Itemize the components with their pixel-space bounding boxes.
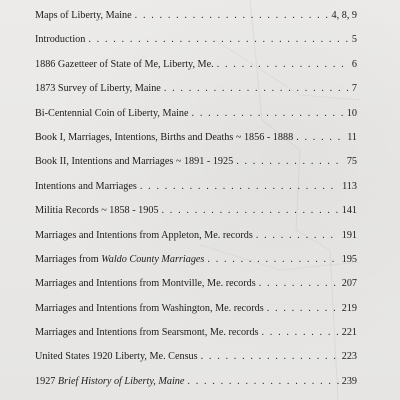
toc-entry bbox=[35, 248, 357, 272]
toc-entry-page: 195 bbox=[341, 253, 357, 265]
toc-entry-page: 7 bbox=[351, 83, 357, 95]
toc-entry-page: 219 bbox=[341, 302, 357, 314]
toc-entry bbox=[35, 272, 357, 296]
toc-entry bbox=[35, 150, 357, 174]
toc-entry-title-italic: Waldo County Marriages bbox=[101, 253, 205, 265]
dot-leader bbox=[135, 4, 329, 28]
dot-leader bbox=[140, 175, 339, 199]
dot-leader bbox=[256, 224, 339, 248]
toc-entry-title: Marriages and Intentions from Montville, Me. records bbox=[35, 278, 256, 290]
toc-entry-title: 1886 Gazetteer of State of Me, Liberty, Me. bbox=[35, 58, 214, 70]
toc-entry-title: Bi-Centennial Coin of Liberty, Maine bbox=[35, 107, 189, 119]
toc-entry-page: 10 bbox=[346, 107, 357, 119]
toc-entry-title: Maps of Liberty, Maine bbox=[35, 10, 132, 21]
toc-entry-title-prefix: Marriages from bbox=[35, 253, 102, 265]
dot-leader bbox=[296, 126, 344, 150]
toc-entry-title-prefix: 1927 bbox=[35, 375, 58, 387]
dot-leader bbox=[187, 370, 338, 394]
toc-entry-page: 207 bbox=[341, 278, 357, 290]
toc-entry-page: 11 bbox=[347, 131, 357, 143]
toc-entry-page: 113 bbox=[342, 180, 357, 192]
toc-entry-page: 5 bbox=[351, 34, 357, 46]
toc-entry bbox=[35, 199, 357, 223]
toc-entry-page: 239 bbox=[341, 375, 357, 387]
toc-entry bbox=[35, 4, 357, 28]
toc-entry-page: 191 bbox=[341, 229, 357, 241]
toc-entry-title: 1873 Survey of Liberty, Maine bbox=[35, 83, 161, 95]
toc-entry-page: 221 bbox=[341, 327, 357, 339]
table-of-contents bbox=[35, 4, 357, 394]
dot-leader bbox=[88, 28, 349, 52]
toc-entry-page: 141 bbox=[341, 205, 357, 217]
toc-entry-title: Marriages and Intentions from Washington, Me. records bbox=[35, 302, 264, 314]
toc-entry-title-italic: Brief History of Liberty, Maine bbox=[57, 375, 185, 387]
toc-entry-page: 4, 8, 9 bbox=[331, 10, 357, 21]
toc-entry bbox=[35, 53, 357, 77]
toc-entry-title: United States 1920 Liberty, Me. Census bbox=[35, 351, 198, 363]
toc-entry-page: 223 bbox=[341, 351, 357, 363]
toc-entry bbox=[35, 175, 357, 199]
toc-entry bbox=[35, 102, 357, 126]
toc-entry bbox=[35, 28, 357, 52]
dot-leader bbox=[217, 53, 349, 77]
toc-entry bbox=[35, 297, 357, 321]
toc-entry-title: Book II, Intentions and Marriages ~ 1891 - 1925 bbox=[35, 156, 234, 168]
toc-entry bbox=[35, 126, 357, 150]
toc-entry-title bbox=[35, 370, 184, 394]
toc-entry-page: 6 bbox=[351, 58, 357, 70]
toc-entry-page: 75 bbox=[346, 156, 357, 168]
toc-entry bbox=[35, 370, 357, 394]
toc-entry bbox=[35, 77, 357, 101]
toc-entry-title bbox=[35, 248, 204, 272]
toc-entry-title: Book I, Marriages, Intentions, Births and Deaths ~ 1856 - 1888 bbox=[35, 131, 294, 143]
toc-entry-title: Introduction bbox=[35, 34, 86, 46]
dot-leader bbox=[162, 199, 339, 223]
dot-leader bbox=[164, 77, 349, 101]
dot-leader bbox=[267, 297, 339, 321]
toc-entry bbox=[35, 224, 357, 248]
dot-leader bbox=[192, 102, 344, 126]
toc-entry bbox=[35, 345, 357, 369]
dot-leader bbox=[201, 345, 339, 369]
dot-leader bbox=[259, 272, 339, 296]
dot-leader bbox=[262, 321, 339, 345]
dot-leader bbox=[236, 150, 344, 174]
toc-entry-title: Militia Records ~ 1858 - 1905 bbox=[35, 205, 159, 217]
toc-entry-title: Intentions and Marriages bbox=[35, 180, 137, 192]
toc-entry-title: Marriages and Intentions from Appleton, Me. records bbox=[35, 229, 253, 241]
toc-entry bbox=[35, 321, 357, 345]
toc-entry-title: Marriages and Intentions from Searsmont, Me. records bbox=[35, 327, 259, 339]
dot-leader bbox=[207, 248, 338, 272]
